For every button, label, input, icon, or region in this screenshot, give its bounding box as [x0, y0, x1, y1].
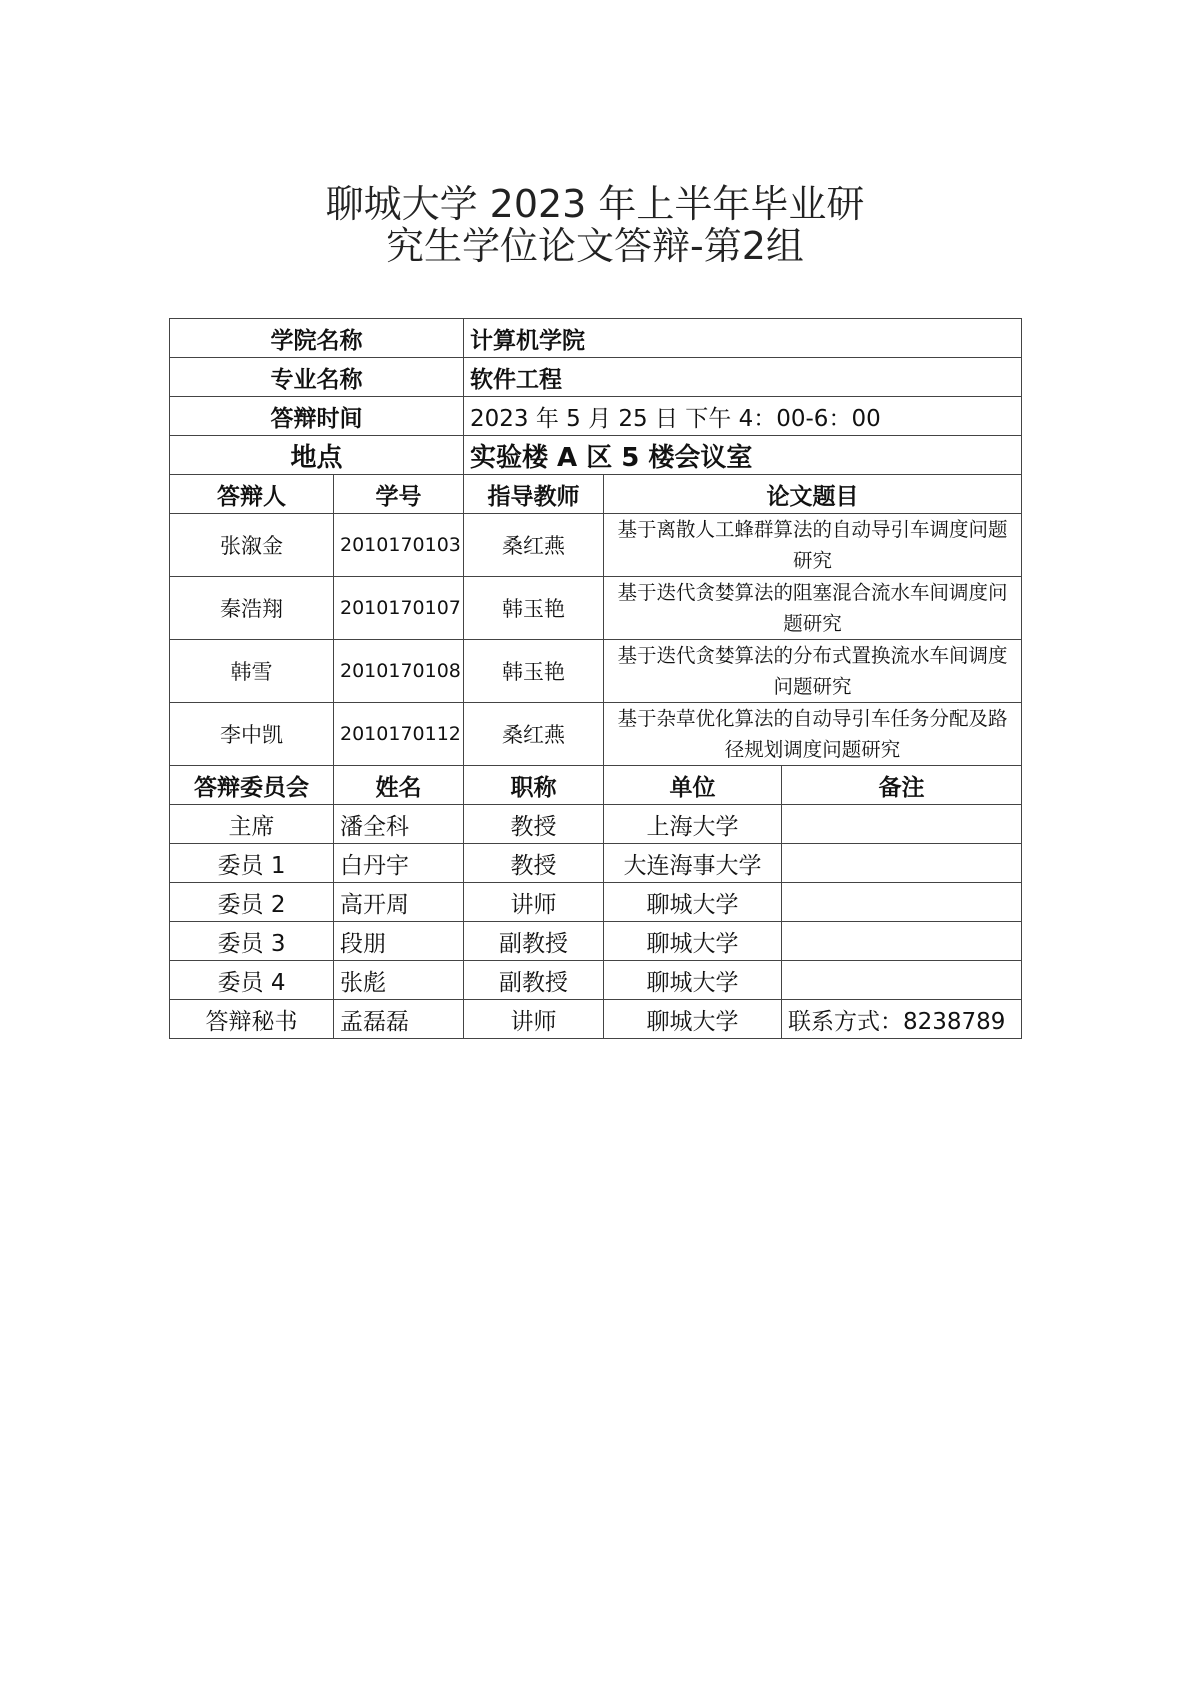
header-defender: 答辩人	[170, 475, 334, 514]
member-unit: 大连海事大学	[604, 844, 782, 883]
student-name: 李中凯	[170, 703, 334, 766]
committee-row	[170, 961, 1022, 1000]
member-note	[782, 844, 1022, 883]
location-label: 地点	[170, 436, 464, 475]
info-row-major	[170, 358, 1022, 397]
header-committee: 答辩委员会	[170, 766, 334, 805]
time-value: 2023 年 5 月 25 日 下午 4：00-6：00	[464, 397, 1022, 436]
header-member-note: 备注	[782, 766, 1022, 805]
member-note	[782, 883, 1022, 922]
member-unit: 上海大学	[604, 805, 782, 844]
member-name: 张彪	[334, 961, 464, 1000]
document-title	[0, 183, 1190, 267]
student-advisor: 韩玉艳	[464, 640, 604, 703]
member-title: 讲师	[464, 883, 604, 922]
member-title: 副教授	[464, 922, 604, 961]
info-row-college	[170, 319, 1022, 358]
student-row	[170, 514, 1022, 577]
title-line-2: 究生学位论文答辩-第2组	[386, 224, 804, 268]
student-id: 2010170112	[334, 703, 464, 766]
student-name: 韩雪	[170, 640, 334, 703]
member-name: 孟磊磊	[334, 1000, 464, 1039]
student-name: 张溆金	[170, 514, 334, 577]
student-name: 秦浩翔	[170, 577, 334, 640]
student-id: 2010170103	[334, 514, 464, 577]
location-value: 实验楼 A 区 5 楼会议室	[464, 436, 1022, 475]
member-title: 教授	[464, 805, 604, 844]
student-thesis: 基于迭代贪婪算法的分布式置换流水车间调度问题研究	[604, 640, 1022, 703]
committee-row	[170, 922, 1022, 961]
committee-row	[170, 1000, 1022, 1039]
member-note	[782, 805, 1022, 844]
member-note	[782, 961, 1022, 1000]
defense-schedule-table	[169, 318, 1022, 1039]
member-role: 主席	[170, 805, 334, 844]
student-id: 2010170107	[334, 577, 464, 640]
member-title: 副教授	[464, 961, 604, 1000]
header-advisor: 指导教师	[464, 475, 604, 514]
member-name: 白丹宇	[334, 844, 464, 883]
college-value: 计算机学院	[464, 319, 1022, 358]
student-row	[170, 577, 1022, 640]
member-name: 潘全科	[334, 805, 464, 844]
committee-row	[170, 805, 1022, 844]
major-value: 软件工程	[464, 358, 1022, 397]
header-thesis-title: 论文题目	[604, 475, 1022, 514]
member-note: 联系方式：8238789	[782, 1000, 1022, 1039]
student-advisor: 韩玉艳	[464, 577, 604, 640]
committee-row	[170, 844, 1022, 883]
member-role: 答辩秘书	[170, 1000, 334, 1039]
member-name: 高开周	[334, 883, 464, 922]
committee-header-row	[170, 766, 1022, 805]
header-member-unit: 单位	[604, 766, 782, 805]
member-name: 段朋	[334, 922, 464, 961]
committee-row	[170, 883, 1022, 922]
student-advisor: 桑红燕	[464, 514, 604, 577]
member-title: 教授	[464, 844, 604, 883]
member-role: 委员 3	[170, 922, 334, 961]
member-unit: 聊城大学	[604, 922, 782, 961]
member-unit: 聊城大学	[604, 1000, 782, 1039]
students-header-row	[170, 475, 1022, 514]
info-row-location	[170, 436, 1022, 475]
major-label: 专业名称	[170, 358, 464, 397]
member-title: 讲师	[464, 1000, 604, 1039]
student-thesis: 基于迭代贪婪算法的阻塞混合流水车间调度问题研究	[604, 577, 1022, 640]
member-role: 委员 1	[170, 844, 334, 883]
student-thesis: 基于杂草优化算法的自动导引车任务分配及路径规划调度问题研究	[604, 703, 1022, 766]
header-member-name: 姓名	[334, 766, 464, 805]
college-label: 学院名称	[170, 319, 464, 358]
time-label: 答辩时间	[170, 397, 464, 436]
member-role: 委员 4	[170, 961, 334, 1000]
member-note	[782, 922, 1022, 961]
member-unit: 聊城大学	[604, 883, 782, 922]
title-line-1: 聊城大学 2023 年上半年毕业研	[325, 182, 865, 226]
student-id: 2010170108	[334, 640, 464, 703]
header-member-title: 职称	[464, 766, 604, 805]
student-thesis: 基于离散人工蜂群算法的自动导引车调度问题研究	[604, 514, 1022, 577]
student-row	[170, 640, 1022, 703]
student-row	[170, 703, 1022, 766]
student-advisor: 桑红燕	[464, 703, 604, 766]
info-row-time	[170, 397, 1022, 436]
header-student-id: 学号	[334, 475, 464, 514]
member-unit: 聊城大学	[604, 961, 782, 1000]
member-role: 委员 2	[170, 883, 334, 922]
